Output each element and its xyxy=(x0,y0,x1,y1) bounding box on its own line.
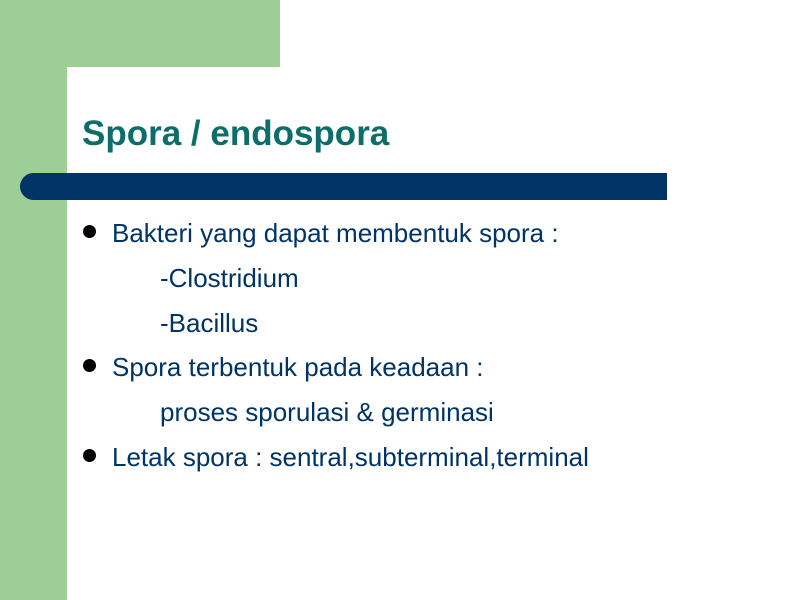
sub-item-clostridium: -Clostridium xyxy=(160,263,299,293)
bullet-item-3: Letak spora : sentral,subterminal,terminal xyxy=(112,442,589,472)
slide-title: Spora / endospora xyxy=(82,114,390,153)
bullet-item-1: Bakteri yang dapat membentuk spora : xyxy=(112,218,559,248)
bullet-dot-icon xyxy=(83,449,96,462)
bullet-dot-icon xyxy=(83,359,96,372)
bullet-item-2: Spora terbentuk pada keadaan : xyxy=(112,352,484,382)
sub-item-sporulasi: proses sporulasi & germinasi xyxy=(160,397,494,427)
bullet-dot-icon xyxy=(83,225,96,238)
sub-item-bacillus: -Bacillus xyxy=(160,308,259,338)
